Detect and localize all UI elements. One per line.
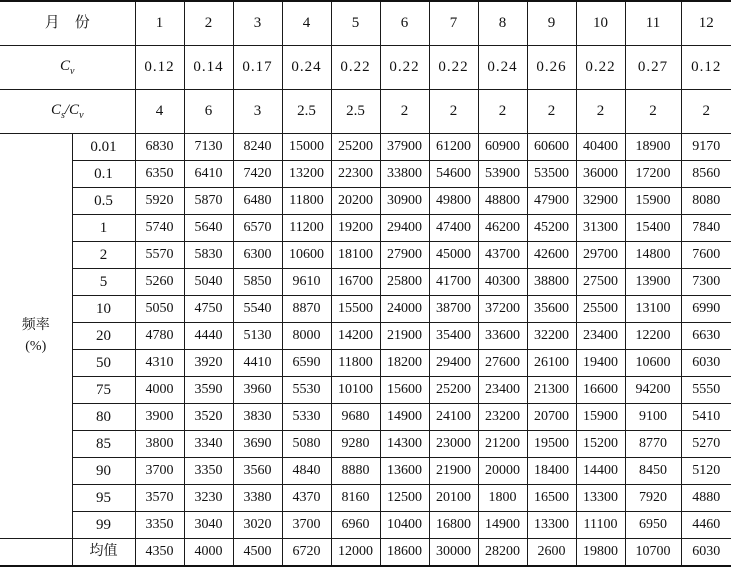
table-cell: 6030 <box>681 350 731 377</box>
frequency-value: 2 <box>72 242 135 269</box>
table-cell: 4750 <box>184 296 233 323</box>
table-cell: 14200 <box>331 323 380 350</box>
table-cell: 53500 <box>527 161 576 188</box>
table-cell: 25200 <box>331 134 380 161</box>
table-cell: 8240 <box>233 134 282 161</box>
table-cell: 32200 <box>527 323 576 350</box>
table-row <box>0 404 731 431</box>
cv-cell-1: 0.12 <box>135 46 184 90</box>
cv-cell-4: 0.24 <box>282 46 331 90</box>
cv-label: $C_v$ <box>0 46 135 90</box>
table-cell: 25200 <box>429 377 478 404</box>
table-cell: 54600 <box>429 161 478 188</box>
table-cell: 15000 <box>282 134 331 161</box>
table-cell: 45000 <box>429 242 478 269</box>
table-cell: 5740 <box>135 215 184 242</box>
table-cell: 30900 <box>380 188 429 215</box>
table-cell: 5530 <box>282 377 331 404</box>
table-cell: 3690 <box>233 431 282 458</box>
table-cell: 12200 <box>625 323 681 350</box>
table-cell: 5260 <box>135 269 184 296</box>
cs-cv-cell-1: 4 <box>135 90 184 134</box>
table-cell: 15500 <box>331 296 380 323</box>
frequency-value: 5 <box>72 269 135 296</box>
table-cell: 21900 <box>429 458 478 485</box>
table-cell: 35600 <box>527 296 576 323</box>
table-row <box>0 458 731 485</box>
table-cell: 23400 <box>576 323 625 350</box>
table-cell: 45200 <box>527 215 576 242</box>
table-cell: 6300 <box>233 242 282 269</box>
table-cell: 10100 <box>331 377 380 404</box>
table-cell: 7420 <box>233 161 282 188</box>
table-cell: 6990 <box>681 296 731 323</box>
table-cell: 25800 <box>380 269 429 296</box>
mean-cell: 18600 <box>380 539 429 567</box>
cv-cell-6: 0.22 <box>380 46 429 90</box>
frequency-label-text: 频率 <box>21 318 50 333</box>
table-cell: 46200 <box>478 215 527 242</box>
table-cell: 94200 <box>625 377 681 404</box>
table-cell: 11200 <box>282 215 331 242</box>
table-cell: 6950 <box>625 512 681 539</box>
table-cell: 3900 <box>135 404 184 431</box>
mean-cell: 4350 <box>135 539 184 567</box>
month-header-row <box>0 1 731 46</box>
table-cell: 42600 <box>527 242 576 269</box>
table-cell: 3960 <box>233 377 282 404</box>
table-cell: 20000 <box>478 458 527 485</box>
cv-cell-11: 0.27 <box>625 46 681 90</box>
table-cell: 4370 <box>282 485 331 512</box>
table-cell: 27600 <box>478 350 527 377</box>
table-cell: 5640 <box>184 215 233 242</box>
mean-row-spacer <box>0 539 72 567</box>
table-cell: 32900 <box>576 188 625 215</box>
table-cell: 21900 <box>380 323 429 350</box>
table-cell: 5330 <box>282 404 331 431</box>
table-cell: 13900 <box>625 269 681 296</box>
table-cell: 3700 <box>135 458 184 485</box>
table-cell: 3570 <box>135 485 184 512</box>
table-cell: 13300 <box>576 485 625 512</box>
month-header-cell-9: 9 <box>527 1 576 46</box>
table-cell: 4460 <box>681 512 731 539</box>
table-cell: 9170 <box>681 134 731 161</box>
frequency-unit-text: (%) <box>25 339 47 354</box>
table-row <box>0 134 731 161</box>
month-header-cell-5: 5 <box>331 1 380 46</box>
table-cell: 6960 <box>331 512 380 539</box>
table-cell: 3340 <box>184 431 233 458</box>
mean-cell: 19800 <box>576 539 625 567</box>
table-cell: 47400 <box>429 215 478 242</box>
cv-row <box>0 46 731 90</box>
month-header-cell-11: 11 <box>625 1 681 46</box>
table-cell: 15200 <box>576 431 625 458</box>
frequency-value: 0.01 <box>72 134 135 161</box>
table-cell: 33600 <box>478 323 527 350</box>
table-cell: 60900 <box>478 134 527 161</box>
table-cell: 5870 <box>184 188 233 215</box>
table-cell: 4410 <box>233 350 282 377</box>
table-cell: 27900 <box>380 242 429 269</box>
table-cell: 8880 <box>331 458 380 485</box>
table-cell: 6480 <box>233 188 282 215</box>
table-cell: 11800 <box>282 188 331 215</box>
cs-cv-cell-10: 2 <box>576 90 625 134</box>
mean-cell: 2600 <box>527 539 576 567</box>
table-row <box>0 485 731 512</box>
table-cell: 8770 <box>625 431 681 458</box>
table-cell: 10600 <box>625 350 681 377</box>
table-cell: 9610 <box>282 269 331 296</box>
table-cell: 20200 <box>331 188 380 215</box>
table-cell: 8080 <box>681 188 731 215</box>
cs-cv-cell-5: 2.5 <box>331 90 380 134</box>
table-cell: 7920 <box>625 485 681 512</box>
table-row <box>0 215 731 242</box>
mean-cell: 30000 <box>429 539 478 567</box>
table-cell: 6410 <box>184 161 233 188</box>
mean-cell: 10700 <box>625 539 681 567</box>
table-cell: 16500 <box>527 485 576 512</box>
month-header-cell-2: 2 <box>184 1 233 46</box>
frequency-value: 50 <box>72 350 135 377</box>
table-cell: 5130 <box>233 323 282 350</box>
cs-cv-cell-9: 2 <box>527 90 576 134</box>
month-header-cell-4: 4 <box>282 1 331 46</box>
table-cell: 43700 <box>478 242 527 269</box>
table-cell: 16600 <box>576 377 625 404</box>
month-header-cell-6: 6 <box>380 1 429 46</box>
table-cell: 24100 <box>429 404 478 431</box>
table-cell: 6350 <box>135 161 184 188</box>
table-cell: 18900 <box>625 134 681 161</box>
table-row <box>0 350 731 377</box>
table-cell: 3520 <box>184 404 233 431</box>
table-cell: 4440 <box>184 323 233 350</box>
table-cell: 5850 <box>233 269 282 296</box>
table-cell: 5040 <box>184 269 233 296</box>
cs-cv-cell-7: 2 <box>429 90 478 134</box>
table-cell: 11100 <box>576 512 625 539</box>
month-header-cell-3: 3 <box>233 1 282 46</box>
table-cell: 5080 <box>282 431 331 458</box>
mean-cell: 28200 <box>478 539 527 567</box>
table-cell: 6830 <box>135 134 184 161</box>
table-cell: 14800 <box>625 242 681 269</box>
frequency-value: 75 <box>72 377 135 404</box>
table-cell: 3040 <box>184 512 233 539</box>
table-cell: 6630 <box>681 323 731 350</box>
table-cell: 23000 <box>429 431 478 458</box>
frequency-value: 95 <box>72 485 135 512</box>
mean-cell: 12000 <box>331 539 380 567</box>
table-cell: 23200 <box>478 404 527 431</box>
table-cell: 18100 <box>331 242 380 269</box>
month-header-cell-12: 12 <box>681 1 731 46</box>
frequency-value: 0.1 <box>72 161 135 188</box>
cs-cv-cell-11: 2 <box>625 90 681 134</box>
table-cell: 31300 <box>576 215 625 242</box>
table-cell: 47900 <box>527 188 576 215</box>
table-cell: 9280 <box>331 431 380 458</box>
table-cell: 3380 <box>233 485 282 512</box>
month-header-cell-7: 7 <box>429 1 478 46</box>
table-cell: 37200 <box>478 296 527 323</box>
table-cell: 3020 <box>233 512 282 539</box>
mean-cell: 6720 <box>282 539 331 567</box>
frequency-value: 20 <box>72 323 135 350</box>
table-cell: 15400 <box>625 215 681 242</box>
table-cell: 5050 <box>135 296 184 323</box>
table-cell: 14300 <box>380 431 429 458</box>
month-header-cell-10: 10 <box>576 1 625 46</box>
table-cell: 17200 <box>625 161 681 188</box>
table-cell: 29400 <box>380 215 429 242</box>
table-cell: 5540 <box>233 296 282 323</box>
table-cell: 6570 <box>233 215 282 242</box>
frequency-value: 90 <box>72 458 135 485</box>
table-cell: 5270 <box>681 431 731 458</box>
table-cell: 3700 <box>282 512 331 539</box>
frequency-value: 99 <box>72 512 135 539</box>
table-row <box>0 512 731 539</box>
table-cell: 20700 <box>527 404 576 431</box>
table-cell: 26100 <box>527 350 576 377</box>
table-cell: 10400 <box>380 512 429 539</box>
table-cell: 10600 <box>282 242 331 269</box>
table-cell: 60600 <box>527 134 576 161</box>
table-cell: 13200 <box>282 161 331 188</box>
table-cell: 3230 <box>184 485 233 512</box>
table-cell: 49800 <box>429 188 478 215</box>
table-row <box>0 188 731 215</box>
table-cell: 4310 <box>135 350 184 377</box>
frequency-value: 0.5 <box>72 188 135 215</box>
table-cell: 61200 <box>429 134 478 161</box>
table-cell: 21300 <box>527 377 576 404</box>
frequency-side-label <box>0 134 72 539</box>
table-cell: 27500 <box>576 269 625 296</box>
table-cell: 53900 <box>478 161 527 188</box>
table-row <box>0 242 731 269</box>
mean-cell: 4500 <box>233 539 282 567</box>
cv-cell-2: 0.14 <box>184 46 233 90</box>
table-cell: 19200 <box>331 215 380 242</box>
table-row <box>0 431 731 458</box>
cs-cv-cell-3: 3 <box>233 90 282 134</box>
table-cell: 18200 <box>380 350 429 377</box>
table-cell: 35400 <box>429 323 478 350</box>
table-cell: 14900 <box>478 512 527 539</box>
table-cell: 7130 <box>184 134 233 161</box>
table-cell: 37900 <box>380 134 429 161</box>
table-cell: 3350 <box>135 512 184 539</box>
table-cell: 18400 <box>527 458 576 485</box>
table-row <box>0 296 731 323</box>
cv-cell-9: 0.26 <box>527 46 576 90</box>
mean-row <box>0 539 731 567</box>
frequency-value: 1 <box>72 215 135 242</box>
table-cell: 3920 <box>184 350 233 377</box>
frequency-value: 85 <box>72 431 135 458</box>
table-cell: 4780 <box>135 323 184 350</box>
table-cell: 3800 <box>135 431 184 458</box>
table-cell: 19400 <box>576 350 625 377</box>
table-cell: 21200 <box>478 431 527 458</box>
table-cell: 5550 <box>681 377 731 404</box>
table-row <box>0 377 731 404</box>
table-cell: 40300 <box>478 269 527 296</box>
cv-cell-12: 0.12 <box>681 46 731 90</box>
table-cell: 4880 <box>681 485 731 512</box>
table-cell: 33800 <box>380 161 429 188</box>
table-cell: 38800 <box>527 269 576 296</box>
table-cell: 41700 <box>429 269 478 296</box>
cv-cell-5: 0.22 <box>331 46 380 90</box>
table-cell: 12500 <box>380 485 429 512</box>
table-cell: 4840 <box>282 458 331 485</box>
table-cell: 15600 <box>380 377 429 404</box>
table-cell: 9680 <box>331 404 380 431</box>
table-cell: 14900 <box>380 404 429 431</box>
cv-cell-7: 0.22 <box>429 46 478 90</box>
table-cell: 3590 <box>184 377 233 404</box>
month-header-label: 月 份 <box>0 1 135 46</box>
table-cell: 19500 <box>527 431 576 458</box>
table-cell: 13600 <box>380 458 429 485</box>
table-cell: 3350 <box>184 458 233 485</box>
mean-cell: 6030 <box>681 539 731 567</box>
month-header-cell-8: 8 <box>478 1 527 46</box>
table-row <box>0 269 731 296</box>
frequency-value: 10 <box>72 296 135 323</box>
table-cell: 29400 <box>429 350 478 377</box>
table-cell: 8870 <box>282 296 331 323</box>
table-cell: 5410 <box>681 404 731 431</box>
table-cell: 48800 <box>478 188 527 215</box>
month-header-cell-1: 1 <box>135 1 184 46</box>
table-cell: 40400 <box>576 134 625 161</box>
cs-cv-cell-12: 2 <box>681 90 731 134</box>
cv-cell-3: 0.17 <box>233 46 282 90</box>
cs-cv-cell-2: 6 <box>184 90 233 134</box>
table-cell: 7300 <box>681 269 731 296</box>
table-cell: 8450 <box>625 458 681 485</box>
table-cell: 29700 <box>576 242 625 269</box>
table-cell: 36000 <box>576 161 625 188</box>
table-row <box>0 161 731 188</box>
table-cell: 4000 <box>135 377 184 404</box>
table-cell: 7600 <box>681 242 731 269</box>
table-cell: 5120 <box>681 458 731 485</box>
table-cell: 15900 <box>576 404 625 431</box>
table-cell: 3830 <box>233 404 282 431</box>
table-cell: 23400 <box>478 377 527 404</box>
table-cell: 25500 <box>576 296 625 323</box>
table-cell: 8000 <box>282 323 331 350</box>
table-cell: 38700 <box>429 296 478 323</box>
table-cell: 6590 <box>282 350 331 377</box>
table-cell: 5830 <box>184 242 233 269</box>
table-cell: 16800 <box>429 512 478 539</box>
mean-label: 均值 <box>72 539 135 567</box>
cv-cell-10: 0.22 <box>576 46 625 90</box>
mean-cell: 4000 <box>184 539 233 567</box>
table-cell: 11800 <box>331 350 380 377</box>
table-cell: 8560 <box>681 161 731 188</box>
table-cell: 24000 <box>380 296 429 323</box>
table-cell: 7840 <box>681 215 731 242</box>
cs-cv-label: $C_s/C_v$ <box>0 90 135 134</box>
table-cell: 13300 <box>527 512 576 539</box>
frequency-value: 80 <box>72 404 135 431</box>
table-cell: 15900 <box>625 188 681 215</box>
table-cell: 9100 <box>625 404 681 431</box>
table-cell: 16700 <box>331 269 380 296</box>
table-cell: 13100 <box>625 296 681 323</box>
cs-cv-cell-8: 2 <box>478 90 527 134</box>
table-cell: 3560 <box>233 458 282 485</box>
table-cell: 22300 <box>331 161 380 188</box>
table-cell: 14400 <box>576 458 625 485</box>
cs-cv-row <box>0 90 731 134</box>
cs-cv-cell-4: 2.5 <box>282 90 331 134</box>
table-cell: 1800 <box>478 485 527 512</box>
cv-cell-8: 0.24 <box>478 46 527 90</box>
table-cell: 5920 <box>135 188 184 215</box>
table-row <box>0 323 731 350</box>
table-cell: 20100 <box>429 485 478 512</box>
cs-cv-cell-6: 2 <box>380 90 429 134</box>
table-cell: 5570 <box>135 242 184 269</box>
table-cell: 8160 <box>331 485 380 512</box>
